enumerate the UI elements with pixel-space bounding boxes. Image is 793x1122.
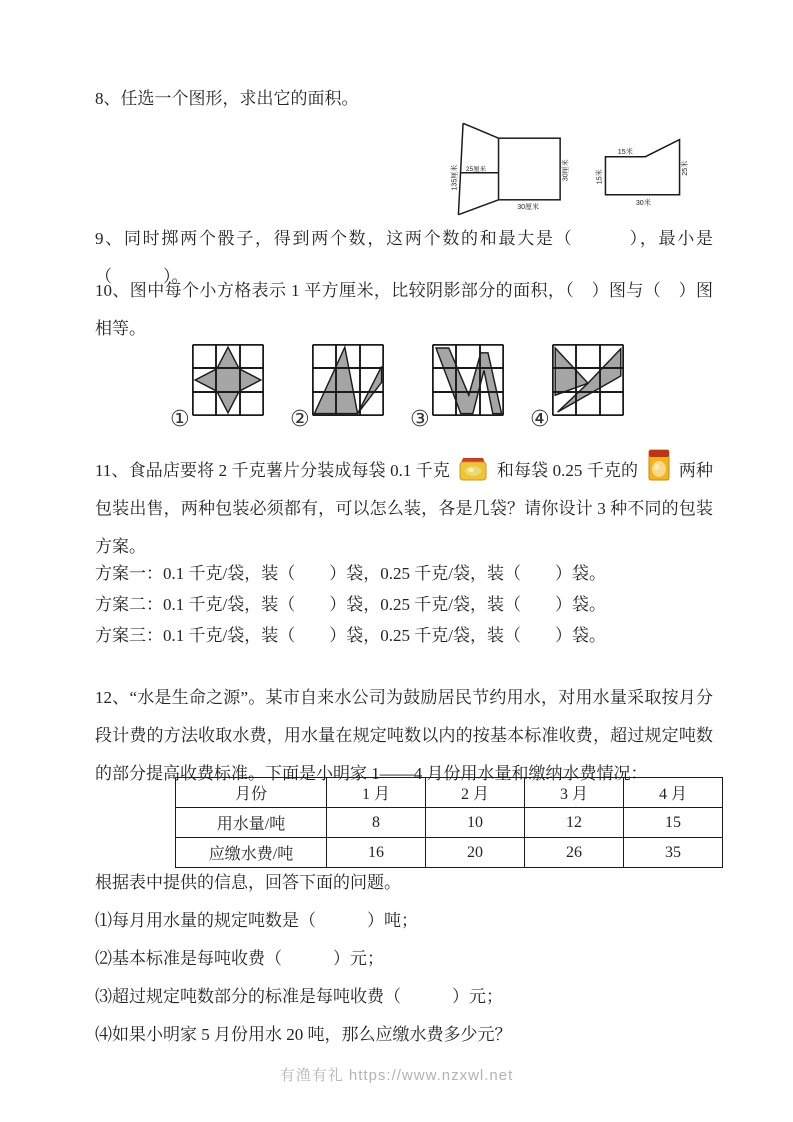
table-cell: 4 月 xyxy=(624,778,723,808)
table-cell: 应缴水费/吨 xyxy=(176,838,327,868)
question-10-figures xyxy=(170,340,624,430)
plan-line-1: 方案一：0.1 千克/袋，装（ ）袋，0.25 千克/袋，装（ ）袋。 xyxy=(95,564,606,583)
table-cell: 35 xyxy=(624,838,723,868)
sub-question-1: ⑴每月用水量的规定吨数是（ ）吨； xyxy=(95,911,418,930)
question-11-text-before: 11、食品店要将 2 千克薯片分装成每袋 0.1 千克 xyxy=(95,461,451,480)
question-11-text xyxy=(95,448,713,566)
table-cell: 8 xyxy=(327,808,426,838)
question-12-text: 12、“水是生命之源”。某市自来水公司为鼓励居民节约用水，对用水量采取按月分段计费的方法收取水费，用水量在规定吨数以内的按基本标准收费，超过规定吨数的部分提高收费标准。下面是小明家 1——4 月份用水量和缴纳水费情况： xyxy=(95,688,713,783)
question-12-instruction: 根据表中提供的信息，回答下面的问题。 xyxy=(95,873,401,892)
table-cell: 月份 xyxy=(176,778,327,808)
question-9-text: 9、同时掷两个骰子，得到两个数，这两个数的和最大是（ ），最小是（ ）。 xyxy=(95,229,713,286)
water-usage-table xyxy=(175,777,723,868)
table-cell: 12 xyxy=(525,808,624,838)
dimension-label: 30米 xyxy=(635,199,651,208)
table-row-fee xyxy=(176,838,723,868)
circle-label-2: ② xyxy=(290,406,310,431)
sub-question-4: ⑷如果小明家 5 月份用水 20 吨，那么应缴水费多少元？ xyxy=(95,1025,512,1044)
circle-label-3: ③ xyxy=(410,406,430,431)
star-grid-figure xyxy=(192,344,264,416)
dimension-label: 25米 xyxy=(681,160,690,176)
table-cell: 20 xyxy=(426,838,525,868)
table-cell: 2 月 xyxy=(426,778,525,808)
table-cell: 16 xyxy=(327,838,426,868)
footer-watermark: 有渔有礼 https://www.nzxwl.net xyxy=(279,1067,514,1084)
figure-trapezoid xyxy=(590,132,695,208)
dimension-label: 30厘米 xyxy=(517,204,539,212)
table-cell: 26 xyxy=(525,838,624,868)
table-row-months xyxy=(176,778,723,808)
table-cell: 用水量/吨 xyxy=(176,808,327,838)
plan-line-3: 方案三：0.1 千克/袋，装（ ）袋，0.25 千克/袋，装（ ）袋。 xyxy=(95,626,606,645)
dimension-label: 30厘米 xyxy=(562,159,570,182)
table-cell: 1 月 xyxy=(327,778,426,808)
dimension-label: 15米 xyxy=(595,169,604,185)
question-11-text-after: 两种包装出售，两种包装必须都有，可以怎么装，各是几袋？请你设计 3 种不同的包装方案。 xyxy=(95,461,714,556)
question-8-text: 8、任选一个图形，求出它的面积。 xyxy=(95,89,359,108)
circle-label-1: ① xyxy=(170,406,190,431)
table-cell: 10 xyxy=(426,808,525,838)
grid-figure-3 xyxy=(410,340,504,430)
circle-label-4: ④ xyxy=(530,406,550,431)
dimension-label: 135厘米 xyxy=(451,164,459,191)
figure-square-triangle xyxy=(450,117,590,221)
dimension-label: 25厘米 xyxy=(465,165,487,173)
chip-bag-small-icon xyxy=(458,456,488,482)
triangles-grid-figure xyxy=(552,344,624,416)
chip-bag-large-icon xyxy=(647,448,671,482)
table-cell: 3 月 xyxy=(525,778,624,808)
zigzag-grid-figure xyxy=(432,344,504,416)
question-11-text-mid: 和每袋 0.25 千克的 xyxy=(496,461,639,480)
grid-figure-1 xyxy=(170,340,264,430)
table-cell: 15 xyxy=(624,808,723,838)
table-row-usage xyxy=(176,808,723,838)
dimension-label: 15米 xyxy=(617,147,633,156)
grid-figure-4 xyxy=(530,340,624,430)
grid-figure-2 xyxy=(290,340,384,430)
question-10-text: 10、图中每个小方格表示 1 平方厘米，比较阴影部分的面积，（ ）图与（ ）图相等。 xyxy=(95,281,713,338)
sub-question-3: ⑶超过规定吨数部分的标准是每吨收费（ ）元； xyxy=(95,987,503,1006)
sub-question-2: ⑵基本标准是每吨收费（ ）元； xyxy=(95,949,384,968)
peaks-grid-figure xyxy=(312,344,384,416)
plan-line-2: 方案二：0.1 千克/袋，装（ ）袋，0.25 千克/袋，装（ ）袋。 xyxy=(95,595,606,614)
